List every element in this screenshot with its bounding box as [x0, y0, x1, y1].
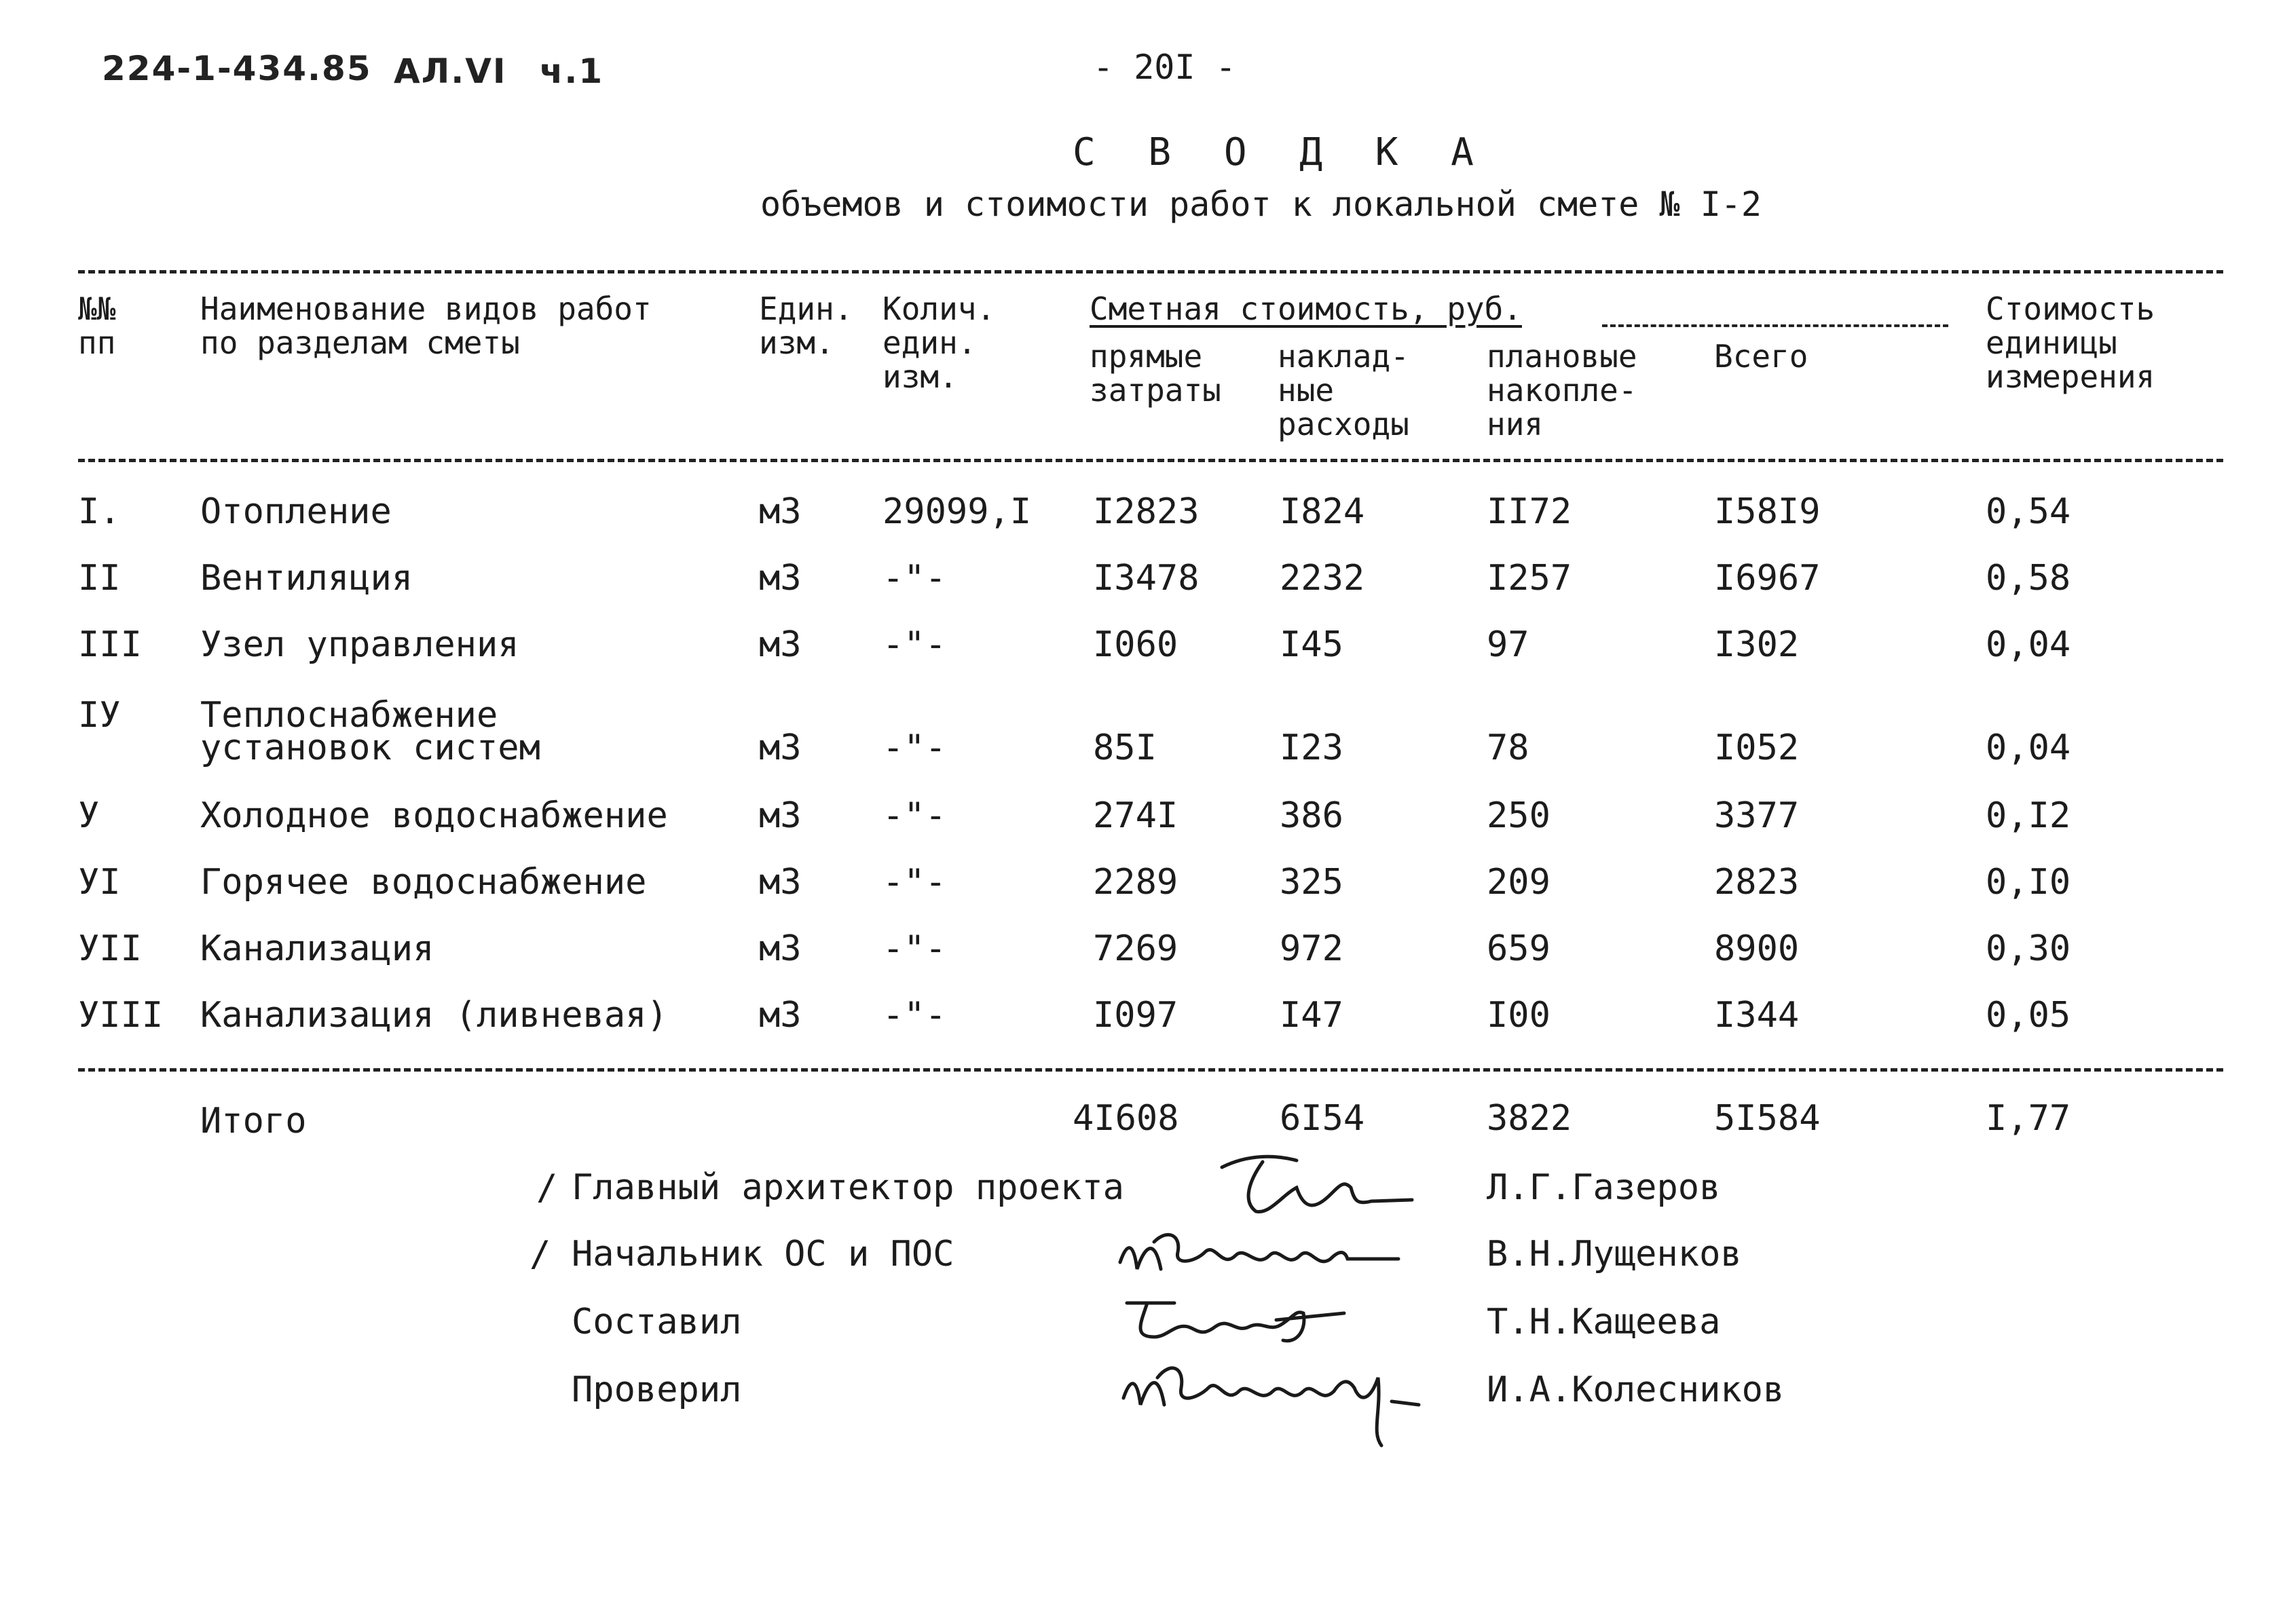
- header-total: Всего: [1714, 338, 1808, 375]
- row-num: УIII: [78, 995, 164, 1036]
- signature-name: Т.Н.Кащеева: [1487, 1302, 1721, 1342]
- row-unit-cost: 0,I2: [1986, 795, 2071, 836]
- row-unit: м3: [759, 995, 802, 1036]
- row-unit: м3: [759, 624, 802, 665]
- row-name: Узел управления: [200, 624, 519, 665]
- row-num: IУ: [78, 695, 121, 736]
- header-bottom-rule: [78, 459, 2223, 462]
- row-qty: -"-: [883, 995, 946, 1036]
- row-qty: -"-: [883, 728, 946, 768]
- row-num: I.: [78, 491, 121, 532]
- row-direct: 85I: [1093, 728, 1157, 768]
- row-planned: 209: [1487, 862, 1550, 903]
- album-code: АЛ.VI: [394, 52, 507, 91]
- signature-name: В.Н.Лущенков: [1487, 1234, 1742, 1274]
- row-overhead: I47: [1280, 995, 1343, 1036]
- handwritten-signature-2: [1113, 1222, 1412, 1289]
- header-cost-group: Сметная стоимость, руб.: [1090, 290, 1522, 327]
- header-qty: Колич. един. изм.: [883, 290, 996, 395]
- row-direct: I2823: [1093, 491, 1200, 532]
- header-name: Наименование видов работ по разделам сметы: [200, 290, 652, 361]
- page-number: - 20I -: [1093, 48, 1236, 87]
- row-total: I6967: [1714, 558, 1821, 599]
- row-total: 2823: [1714, 862, 1800, 903]
- part-number: ч.1: [540, 52, 604, 91]
- row-num: УII: [78, 928, 142, 969]
- row-unit-cost: 0,I0: [1986, 862, 2071, 903]
- row-planned: 97: [1487, 624, 1529, 665]
- totals-planned: 3822: [1487, 1098, 1572, 1139]
- row-unit: м3: [759, 795, 802, 836]
- row-total: 3377: [1714, 795, 1800, 836]
- row-total: I052: [1714, 728, 1800, 768]
- row-unit: м3: [759, 491, 802, 532]
- row-unit-cost: 0,58: [1986, 558, 2071, 599]
- row-unit-cost: 0,04: [1986, 728, 2071, 768]
- row-unit-cost: 0,04: [1986, 624, 2071, 665]
- row-unit: м3: [759, 728, 802, 768]
- row-planned: 78: [1487, 728, 1529, 768]
- document-subtitle: объемов и стоимости работ к локальной смете № I-2: [760, 185, 1762, 224]
- row-name: Холодное водоснабжение: [200, 795, 668, 836]
- signature-role: Начальник ОС и ПОС: [572, 1234, 954, 1274]
- row-overhead: I45: [1280, 624, 1343, 665]
- signature-mark: /: [536, 1167, 558, 1208]
- document-title: С В О Д К А: [1073, 130, 1489, 174]
- row-qty: -"-: [883, 862, 946, 903]
- row-num: II: [78, 558, 121, 599]
- handwritten-signature-4: [1113, 1351, 1439, 1452]
- row-direct: I097: [1093, 995, 1178, 1036]
- totals-label: Итого: [200, 1101, 307, 1141]
- handwritten-signature-1: [1195, 1147, 1419, 1222]
- row-name: Канализация (ливневая): [200, 995, 668, 1036]
- totals-direct: 4I608: [1073, 1098, 1179, 1139]
- row-total: I58I9: [1714, 491, 1821, 532]
- header-direct: прямые затраты: [1090, 338, 1221, 409]
- row-planned: I00: [1487, 995, 1550, 1036]
- signature-name: Л.Г.Газеров: [1487, 1167, 1721, 1208]
- row-total: 8900: [1714, 928, 1800, 969]
- row-qty: -"-: [883, 624, 946, 665]
- row-unit-cost: 0,54: [1986, 491, 2071, 532]
- row-unit: м3: [759, 928, 802, 969]
- signature-role: Главный архитектор проекта: [572, 1167, 1124, 1208]
- row-direct: 274I: [1093, 795, 1178, 836]
- row-planned: I257: [1487, 558, 1572, 599]
- row-unit-cost: 0,30: [1986, 928, 2071, 969]
- doc-code: 224-1-434.85: [102, 49, 372, 88]
- totals-total: 5I584: [1714, 1098, 1821, 1139]
- row-name: Отопление: [200, 491, 392, 532]
- signature-role: Составил: [572, 1302, 742, 1342]
- row-direct: I060: [1093, 624, 1178, 665]
- header-unit-cost: Стоимость единицы измерения: [1986, 290, 2155, 395]
- header-overhead: наклад- ные расходы: [1278, 338, 1409, 442]
- row-overhead: I824: [1280, 491, 1365, 532]
- cost-group-rule: [1602, 324, 1948, 327]
- totals-unit-cost: I,77: [1986, 1098, 2071, 1139]
- row-planned: II72: [1487, 491, 1572, 532]
- row-overhead: 325: [1280, 862, 1343, 903]
- handwritten-signature-3: [1113, 1289, 1371, 1351]
- row-name-line2: установок систем: [200, 728, 540, 768]
- row-qty: -"-: [883, 795, 946, 836]
- totals-overhead: 6I54: [1280, 1098, 1365, 1139]
- signature-role: Проверил: [572, 1370, 742, 1410]
- row-name: Канализация: [200, 928, 434, 969]
- row-unit: м3: [759, 558, 802, 599]
- table-top-rule: [78, 270, 2223, 273]
- row-unit: м3: [759, 862, 802, 903]
- row-qty: 29099,I: [883, 491, 1032, 532]
- row-num: III: [78, 624, 142, 665]
- header-num: №№ пп: [78, 290, 116, 361]
- signature-name: И.А.Колесников: [1487, 1370, 1785, 1410]
- row-name: Вентиляция: [200, 558, 413, 599]
- row-total: I302: [1714, 624, 1800, 665]
- row-overhead: 386: [1280, 795, 1343, 836]
- row-direct: 2289: [1093, 862, 1178, 903]
- row-overhead: 2232: [1280, 558, 1365, 599]
- row-name: Теплоснабжение: [200, 695, 498, 736]
- row-num: УI: [78, 862, 121, 903]
- row-unit-cost: 0,05: [1986, 995, 2071, 1036]
- row-direct: 7269: [1093, 928, 1178, 969]
- table-bottom-rule: [78, 1068, 2223, 1072]
- row-planned: 250: [1487, 795, 1550, 836]
- row-overhead: 972: [1280, 928, 1343, 969]
- signature-mark: /: [530, 1234, 551, 1274]
- row-direct: I3478: [1093, 558, 1200, 599]
- row-name: Горячее водоснабжение: [200, 862, 647, 903]
- row-qty: -"-: [883, 928, 946, 969]
- row-planned: 659: [1487, 928, 1550, 969]
- header-planned: плановые накопле- ния: [1487, 338, 1637, 442]
- row-total: I344: [1714, 995, 1800, 1036]
- row-qty: -"-: [883, 558, 946, 599]
- row-num: У: [78, 795, 100, 836]
- header-unit: Един. изм.: [759, 290, 853, 361]
- row-overhead: I23: [1280, 728, 1343, 768]
